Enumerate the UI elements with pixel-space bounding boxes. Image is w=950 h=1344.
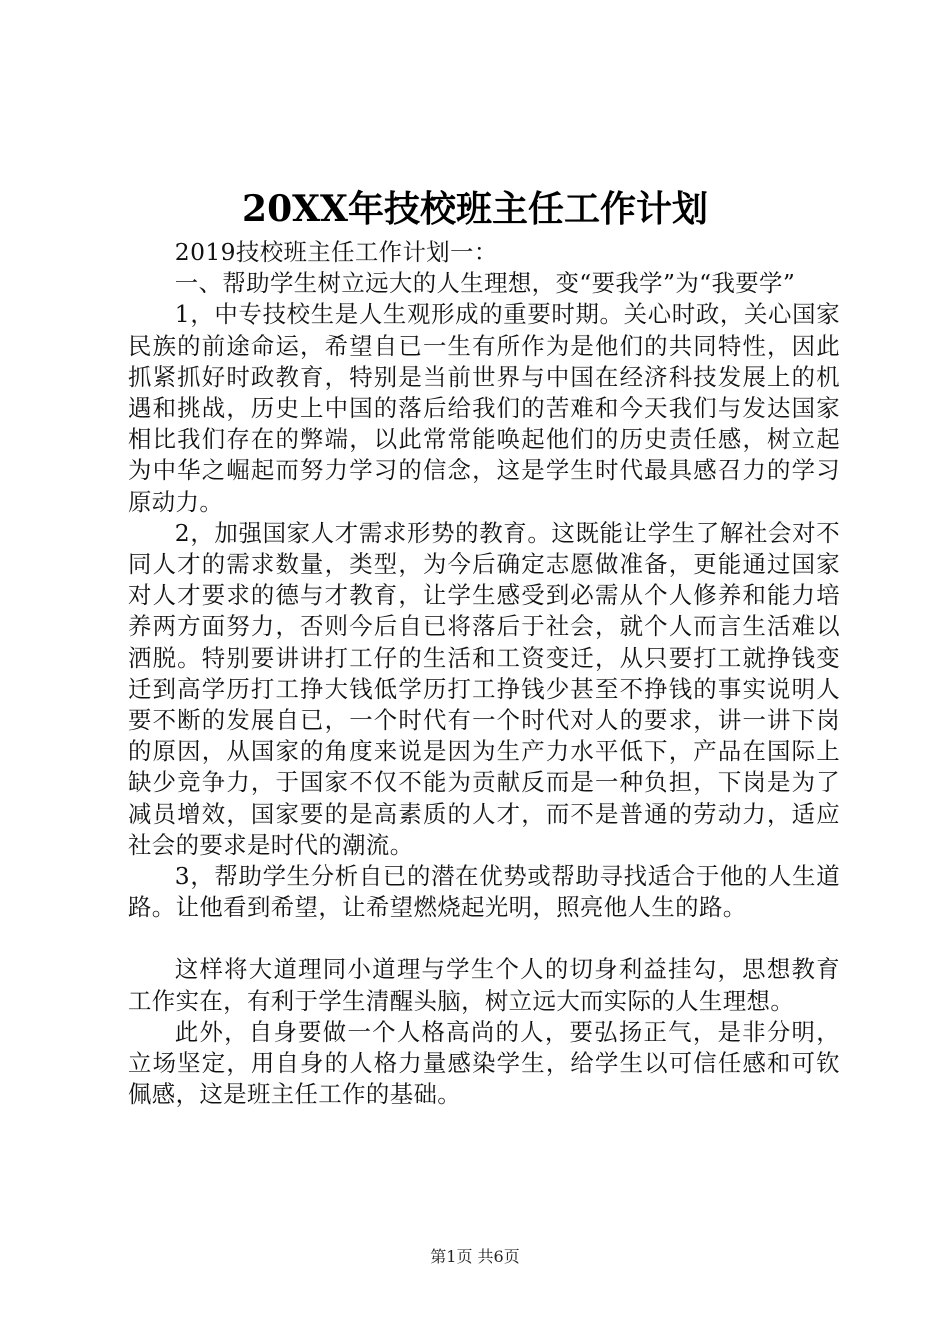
document-body	[128, 237, 840, 1110]
page-number-footer: 第1页 共6页	[430, 1247, 520, 1266]
paragraph-item-1: 1，中专技校生是人生观形成的重要时期。关心时政，关心国家民族的前途命运，希望自已一生有所作为是他们的共同特性，因此抓紧抓好时政教育，特别是当前世界与中国在经济科技发展上的机遇和挑战，历史上中国的落后给我们的苦难和今天我们与发达国家相比我们存在的弊端，以此常常能唤起他们的历史责任感，树立起为中华之崛起而努力学习的信念，这是学生时代最具感召力的学习原动力。	[128, 300, 840, 516]
paragraph-section-heading: 一、帮助学生树立远大的人生理想，变“要我学”为“我要学”	[174, 269, 796, 298]
document-title: 20XX年技校班主任工作计划	[242, 188, 708, 230]
paragraph-summary: 这样将大道理同小道理与学生个人的切身利益挂勾，思想教育工作实在，有利于学生清醒头脑，树立远大而实际的人生理想。	[128, 955, 840, 1015]
paragraph-item-3: 3，帮助学生分析自已的潜在优势或帮助寻找适合于他的人生道路。让他看到希望，让希望燃烧起光明，照亮他人生的路。	[128, 862, 840, 922]
paragraph-intro: 2019技校班主任工作计划一：	[174, 238, 498, 266]
paragraph-closing: 此外，自身要做一个人格高尚的人，要弘扬正气，是非分明，立场坚定，用自身的人格力量感染学生，给学生以可信任感和可钦佩感，这是班主任工作的基础。	[128, 1017, 840, 1109]
paragraph-item-2: 2，加强国家人才需求形势的教育。这既能让学生了解社会对不同人才的需求数量，类型，为今后确定志愿做准备，更能通过国家对人才要求的德与才教育，让学生感受到必需从个人修养和能力培养两方面努力，否则今后自已将落后于社会，就个人而言生活难以洒脱。特别要讲讲打工仔的生活和工资变迁，从只要打工就挣钱变迁到高学历打工挣大钱低学历打工挣钱少甚至不挣钱的事实说明人要不断的发展自已，一个时代有一个时代对人的要求，讲一讲下岗的原因，从国家的角度来说是因为生产力水平低下，产品在国际上缺少竞争力，于国家不仅不能为贡献反而是一种负担，下岗是为了减员增效，国家要的是高素质的人才，而不是普通的劳动力，适应社会的要求是时代的潮流。	[128, 518, 840, 859]
